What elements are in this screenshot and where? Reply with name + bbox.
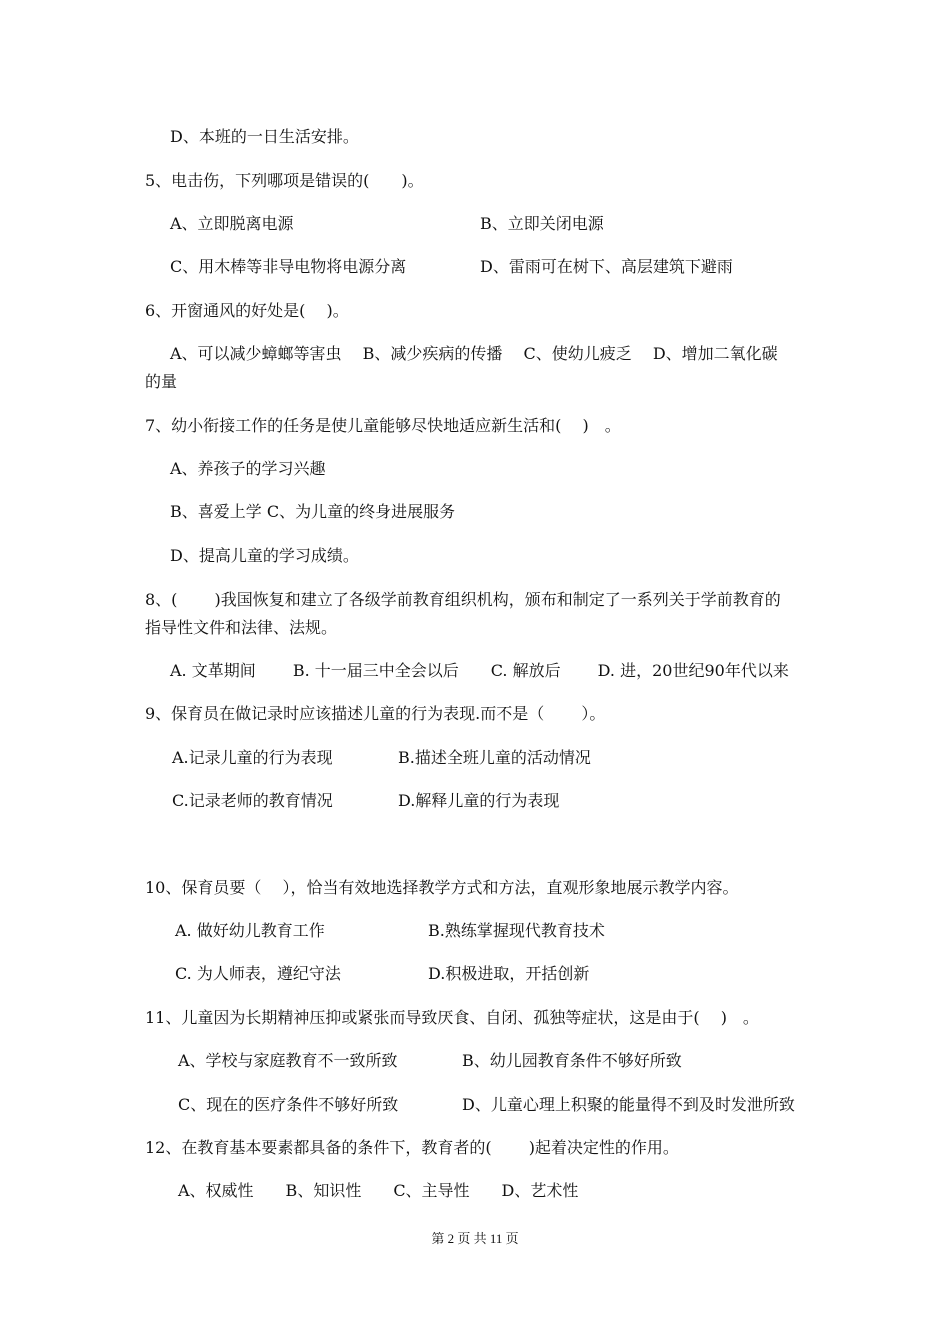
q10-option-d: D.积极进取，开括创新 [428,964,590,983]
q9-stem: 9、保育员在做记录时应该描述儿童的行为表现.而不是（ ）。 [145,704,606,723]
q9-option-b: B.描述全班儿童的活动情况 [398,748,591,767]
q9-option-d: D.解释儿童的行为表现 [398,791,560,810]
q11-option-d: D、儿童心理上积聚的能量得不到及时发泄所致 [462,1095,795,1114]
q8-stem-line1: 8、( )我国恢复和建立了各级学前教育组织机构，颁布和制定了一系列关于学前教育的 [145,590,781,609]
q11-stem: 11、儿童因为长期精神压抑或紧张而导致厌食、自闭、孤独等症状，这是由于( ) 。 [145,1008,759,1027]
q4-option-d: D、本班的一日生活安排。 [170,127,359,146]
q5-option-d: D、雷雨可在树下、高层建筑下避雨 [480,257,733,276]
q5-option-a: A、立即脱离电源 [170,214,294,233]
q5-option-b: B、立即关闭电源 [480,214,604,233]
q12-options: A、权威性 B、知识性 C、主导性 D、艺术性 [178,1181,579,1200]
q6-options: A、可以减少蟑螂等害虫 B、减少疾病的传播 C、使幼儿疲乏 D、增加二氧化碳 [170,344,778,363]
q10-stem: 10、保育员要（ ），恰当有效地选择教学方式和方法，直观形象地展示教学内容。 [145,878,739,897]
q7-stem: 7、幼小衔接工作的任务是使儿童能够尽快地适应新生活和( ) 。 [145,416,621,435]
q5-stem: 5、电击伤，下列哪项是错误的( )。 [145,171,424,190]
q10-option-c: C. 为人师表，遵纪守法 [175,964,341,983]
q9-option-a: A.记录儿童的行为表现 [172,748,333,767]
q12-stem: 12、在教育基本要素都具备的条件下，教育者的( )起着决定性的作用。 [145,1138,679,1157]
q9-option-c: C.记录老师的教育情况 [172,791,333,810]
q6-stem: 6、开窗通风的好处是( )。 [145,301,349,320]
q7-option-a: A、养孩子的学习兴趣 [170,459,326,478]
page-footer: 第 2 页 共 11 页 [431,1231,519,1246]
q5-option-c: C、用木棒等非导电物将电源分离 [170,257,407,276]
q11-option-c: C、现在的医疗条件不够好所致 [178,1095,399,1114]
q8-options: A. 文革期间 B. 十一届三中全会以后 C. 解放后 D. 进，20世纪90年代以来 [170,661,789,680]
q11-option-a: A、学校与家庭教育不一致所致 [178,1051,398,1070]
q7-option-d: D、提高儿童的学习成绩。 [170,546,359,565]
q10-option-a: A. 做好幼儿教育工作 [175,921,325,940]
q10-option-b: B.熟练掌握现代教育技术 [428,921,605,940]
q7-option-bc: B、喜爱上学 C、为儿童的终身进展服务 [170,502,456,521]
q6-options-wrap: 的量 [145,372,178,391]
q8-stem-line2: 指导性文件和法律、法规。 [145,618,338,637]
q11-option-b: B、幼儿园教育条件不够好所致 [462,1051,682,1070]
